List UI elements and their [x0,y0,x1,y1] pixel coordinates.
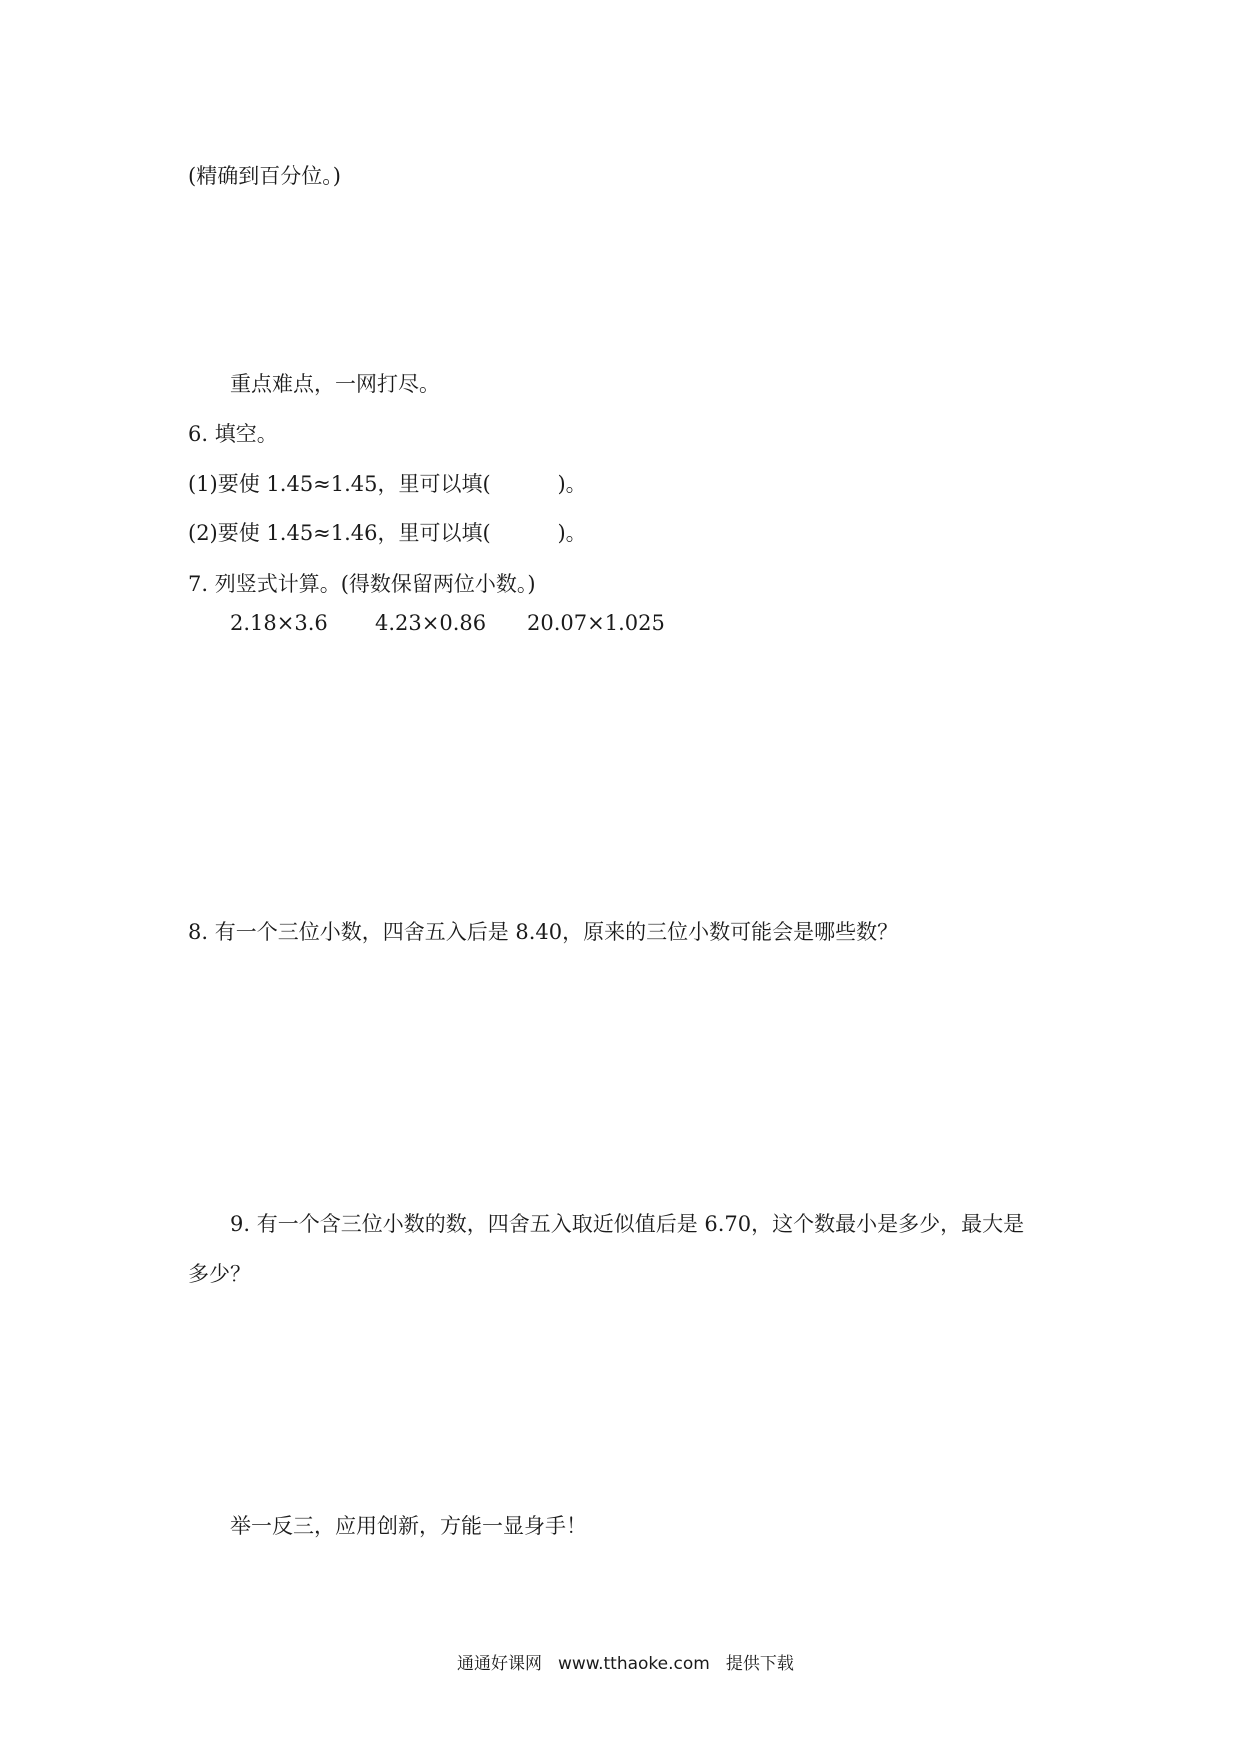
section-heading-2: 举一反三，应用创新，方能一显身手！ [230,1514,587,1538]
question-9-line-2: 多少？ [188,1262,251,1286]
footer-url[interactable]: www.tthaoke.com [557,1654,710,1674]
footer-suffix: 提供下载 [725,1654,794,1674]
question-6-title: 6. 填空。 [188,422,278,446]
question-6-part-2: (2)要使 1.45≈1.46，里可以填( )。 [188,521,587,545]
question-6-part-1: (1)要使 1.45≈1.45，里可以填( )。 [188,472,587,496]
footer [0,1628,1240,1676]
question-7-calc-2: 4.23×0.86 [375,611,487,635]
precision-note: (精确到百分位。) [188,164,341,188]
question-7-title: 7. 列竖式计算。(得数保留两位小数。) [188,572,536,596]
question-9-line-1: 9. 有一个含三位小数的数，四舍五入取近似值后是 6.70，这个数最小是多少，最大是 [230,1212,1025,1236]
section-heading: 重点难点，一网打尽。 [230,372,440,396]
question-7-calc-3: 20.07×1.025 [527,611,665,635]
question-8: 8. 有一个三位小数，四舍五入后是 8.40，原来的三位小数可能会是哪些数？ [188,920,899,944]
footer-site-name: 通通好课网 [456,1654,542,1674]
question-7-calc-1: 2.18×3.6 [230,611,328,635]
